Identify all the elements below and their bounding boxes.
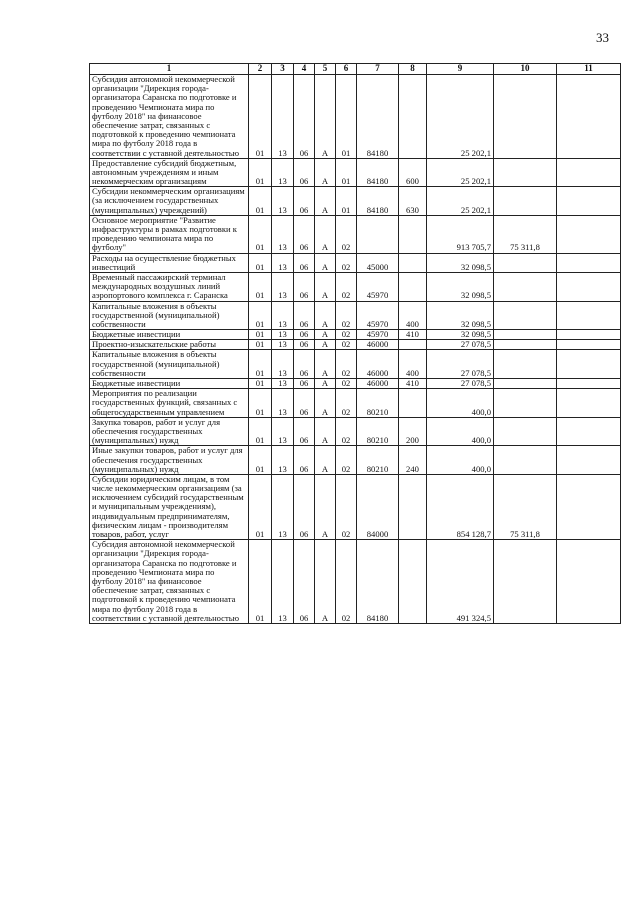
row-value-cell: 06 bbox=[294, 350, 315, 379]
row-value-cell: 13 bbox=[272, 389, 294, 418]
row-name-cell: Закупка товаров, работ и услуг для обеспечения государственных (муниципальных) нужд bbox=[90, 417, 249, 446]
row-value-cell: 491 324,5 bbox=[427, 540, 494, 624]
row-value-cell: 02 bbox=[336, 474, 357, 539]
row-value-cell: 32 098,5 bbox=[427, 253, 494, 272]
row-value-cell: А bbox=[315, 75, 336, 159]
row-value-cell: 84180 bbox=[357, 540, 399, 624]
row-value-cell: 25 202,1 bbox=[427, 75, 494, 159]
row-value-cell: 06 bbox=[294, 75, 315, 159]
row-value-cell bbox=[557, 474, 621, 539]
table-row bbox=[90, 75, 621, 159]
row-value-cell bbox=[557, 75, 621, 159]
row-value-cell: 02 bbox=[336, 446, 357, 475]
row-value-cell: 06 bbox=[294, 253, 315, 272]
row-value-cell: 400,0 bbox=[427, 389, 494, 418]
row-value-cell: 32 098,5 bbox=[427, 330, 494, 340]
row-value-cell: 84000 bbox=[357, 474, 399, 539]
row-value-cell bbox=[494, 253, 557, 272]
row-value-cell: А bbox=[315, 540, 336, 624]
row-value-cell: 13 bbox=[272, 75, 294, 159]
row-value-cell: 25 202,1 bbox=[427, 187, 494, 216]
row-value-cell: А bbox=[315, 187, 336, 216]
row-value-cell: 06 bbox=[294, 187, 315, 216]
table-row bbox=[90, 340, 621, 350]
row-value-cell bbox=[399, 253, 427, 272]
row-value-cell bbox=[557, 158, 621, 187]
row-value-cell bbox=[557, 253, 621, 272]
row-value-cell: А bbox=[315, 215, 336, 253]
row-value-cell: А bbox=[315, 340, 336, 350]
row-value-cell bbox=[399, 474, 427, 539]
row-value-cell: 01 bbox=[249, 417, 272, 446]
row-value-cell: 02 bbox=[336, 215, 357, 253]
row-value-cell: 13 bbox=[272, 158, 294, 187]
row-value-cell: 02 bbox=[336, 389, 357, 418]
row-value-cell: 01 bbox=[336, 158, 357, 187]
row-value-cell: 400 bbox=[399, 301, 427, 330]
table-row bbox=[90, 350, 621, 379]
row-value-cell: 06 bbox=[294, 330, 315, 340]
row-value-cell: 01 bbox=[249, 75, 272, 159]
row-value-cell: 01 bbox=[249, 540, 272, 624]
row-value-cell: 02 bbox=[336, 330, 357, 340]
row-value-cell: 06 bbox=[294, 340, 315, 350]
row-value-cell bbox=[557, 446, 621, 475]
row-value-cell bbox=[557, 350, 621, 379]
row-value-cell: 02 bbox=[336, 253, 357, 272]
row-value-cell: 410 bbox=[399, 330, 427, 340]
row-value-cell: 06 bbox=[294, 540, 315, 624]
row-name-cell: Субсидии некоммерческим организациям (за исключением государственных (муниципальных) учреждений) bbox=[90, 187, 249, 216]
row-value-cell: 13 bbox=[272, 215, 294, 253]
row-name-cell: Основное мероприятие "Развитие инфраструктуры в рамках подготовки к проведению чемпионата мира по футболу" bbox=[90, 215, 249, 253]
row-value-cell: 75 311,8 bbox=[494, 474, 557, 539]
table-row bbox=[90, 379, 621, 389]
row-value-cell bbox=[494, 301, 557, 330]
row-value-cell bbox=[494, 417, 557, 446]
row-value-cell: 45970 bbox=[357, 301, 399, 330]
table-row bbox=[90, 253, 621, 272]
row-value-cell: 02 bbox=[336, 417, 357, 446]
row-value-cell bbox=[557, 340, 621, 350]
row-value-cell: 01 bbox=[249, 389, 272, 418]
row-value-cell bbox=[494, 389, 557, 418]
row-value-cell: 80210 bbox=[357, 446, 399, 475]
row-name-cell: Мероприятия по реализации государственных функций, связанных с общегосударственным управлением bbox=[90, 389, 249, 418]
row-value-cell: 01 bbox=[249, 215, 272, 253]
row-value-cell: 913 705,7 bbox=[427, 215, 494, 253]
row-value-cell: 01 bbox=[249, 253, 272, 272]
row-value-cell: 27 078,5 bbox=[427, 379, 494, 389]
row-value-cell: А bbox=[315, 389, 336, 418]
row-value-cell: 13 bbox=[272, 187, 294, 216]
row-value-cell: А bbox=[315, 350, 336, 379]
row-value-cell bbox=[399, 340, 427, 350]
row-value-cell: 02 bbox=[336, 379, 357, 389]
table-row bbox=[90, 540, 621, 624]
row-value-cell: 06 bbox=[294, 215, 315, 253]
column-header: 1 bbox=[90, 64, 249, 75]
row-value-cell: 600 bbox=[399, 158, 427, 187]
row-value-cell: 01 bbox=[249, 446, 272, 475]
column-header: 2 bbox=[249, 64, 272, 75]
column-header: 7 bbox=[357, 64, 399, 75]
row-value-cell bbox=[357, 215, 399, 253]
column-header: 5 bbox=[315, 64, 336, 75]
row-value-cell: А bbox=[315, 446, 336, 475]
row-value-cell: 84180 bbox=[357, 158, 399, 187]
row-value-cell: 06 bbox=[294, 272, 315, 301]
row-value-cell: 27 078,5 bbox=[427, 350, 494, 379]
row-value-cell: 06 bbox=[294, 417, 315, 446]
row-value-cell: 27 078,5 bbox=[427, 340, 494, 350]
row-name-cell: Расходы на осуществление бюджетных инвестиций bbox=[90, 253, 249, 272]
row-value-cell bbox=[557, 389, 621, 418]
table-header-row bbox=[90, 64, 621, 75]
row-value-cell bbox=[494, 379, 557, 389]
row-value-cell: 06 bbox=[294, 158, 315, 187]
row-value-cell bbox=[494, 330, 557, 340]
row-value-cell bbox=[399, 215, 427, 253]
row-value-cell: А bbox=[315, 330, 336, 340]
row-value-cell: 01 bbox=[336, 187, 357, 216]
row-value-cell: 13 bbox=[272, 301, 294, 330]
row-value-cell: 45970 bbox=[357, 330, 399, 340]
row-value-cell: 13 bbox=[272, 417, 294, 446]
row-name-cell: Предоставление субсидий бюджетным, автономным учреждениям и иным некоммерческим организациям bbox=[90, 158, 249, 187]
column-header: 10 bbox=[494, 64, 557, 75]
row-value-cell: А bbox=[315, 301, 336, 330]
row-value-cell bbox=[494, 340, 557, 350]
table-row bbox=[90, 446, 621, 475]
budget-table bbox=[89, 63, 621, 624]
table-row bbox=[90, 301, 621, 330]
row-value-cell: 84180 bbox=[357, 187, 399, 216]
row-value-cell: 02 bbox=[336, 340, 357, 350]
row-value-cell: А bbox=[315, 253, 336, 272]
row-value-cell: 46000 bbox=[357, 350, 399, 379]
row-value-cell bbox=[399, 389, 427, 418]
row-value-cell: 01 bbox=[336, 75, 357, 159]
row-value-cell: 06 bbox=[294, 446, 315, 475]
row-value-cell bbox=[494, 446, 557, 475]
table-body bbox=[90, 75, 621, 624]
row-value-cell: 80210 bbox=[357, 389, 399, 418]
column-header: 3 bbox=[272, 64, 294, 75]
row-value-cell: 02 bbox=[336, 272, 357, 301]
row-name-cell: Бюджетные инвестиции bbox=[90, 379, 249, 389]
row-value-cell: 02 bbox=[336, 301, 357, 330]
row-name-cell: Субсидии юридическим лицам, в том числе некоммерческим организациям (за исключением субсидий государственным и муниципальным учреждениям), индивидуальным предпринимателям, физическим лицам - производителям товаров, работ, услуг bbox=[90, 474, 249, 539]
row-name-cell: Иные закупки товаров, работ и услуг для обеспечения государственных (муниципальных) нужд bbox=[90, 446, 249, 475]
row-name-cell: Бюджетные инвестиции bbox=[90, 330, 249, 340]
row-value-cell bbox=[494, 540, 557, 624]
row-value-cell: 400 bbox=[399, 350, 427, 379]
row-value-cell bbox=[494, 75, 557, 159]
column-header: 8 bbox=[399, 64, 427, 75]
row-value-cell: 01 bbox=[249, 187, 272, 216]
row-value-cell: 200 bbox=[399, 417, 427, 446]
row-value-cell: 84180 bbox=[357, 75, 399, 159]
row-value-cell: 400,0 bbox=[427, 417, 494, 446]
row-value-cell: 01 bbox=[249, 379, 272, 389]
row-name-cell: Временный пассажирский терминал международных воздушных линий аэропортового комплекса г. Саранска bbox=[90, 272, 249, 301]
table-row bbox=[90, 215, 621, 253]
column-header: 6 bbox=[336, 64, 357, 75]
row-value-cell: 06 bbox=[294, 389, 315, 418]
row-value-cell: 01 bbox=[249, 474, 272, 539]
row-value-cell bbox=[557, 301, 621, 330]
row-value-cell: 630 bbox=[399, 187, 427, 216]
row-value-cell: 45970 bbox=[357, 272, 399, 301]
row-value-cell: 06 bbox=[294, 474, 315, 539]
row-value-cell bbox=[494, 350, 557, 379]
row-value-cell: А bbox=[315, 272, 336, 301]
table-row bbox=[90, 417, 621, 446]
row-value-cell bbox=[399, 75, 427, 159]
row-value-cell: 13 bbox=[272, 253, 294, 272]
row-value-cell: 13 bbox=[272, 272, 294, 301]
row-value-cell: 854 128,7 bbox=[427, 474, 494, 539]
row-value-cell: 13 bbox=[272, 540, 294, 624]
row-value-cell: 13 bbox=[272, 350, 294, 379]
row-value-cell: 01 bbox=[249, 330, 272, 340]
column-header: 11 bbox=[557, 64, 621, 75]
row-name-cell: Капитальные вложения в объекты государственной (муниципальной) собственности bbox=[90, 301, 249, 330]
row-value-cell: 01 bbox=[249, 340, 272, 350]
row-value-cell: А bbox=[315, 158, 336, 187]
row-value-cell: 400,0 bbox=[427, 446, 494, 475]
row-value-cell bbox=[557, 187, 621, 216]
row-value-cell: 01 bbox=[249, 350, 272, 379]
row-value-cell bbox=[557, 330, 621, 340]
column-header: 9 bbox=[427, 64, 494, 75]
table-row bbox=[90, 474, 621, 539]
table-row bbox=[90, 330, 621, 340]
row-value-cell: 45000 bbox=[357, 253, 399, 272]
table-row bbox=[90, 272, 621, 301]
row-value-cell: 410 bbox=[399, 379, 427, 389]
row-value-cell: 02 bbox=[336, 540, 357, 624]
row-value-cell bbox=[557, 215, 621, 253]
row-value-cell: 06 bbox=[294, 301, 315, 330]
table-row bbox=[90, 187, 621, 216]
row-value-cell: 46000 bbox=[357, 379, 399, 389]
row-value-cell: 75 311,8 bbox=[494, 215, 557, 253]
row-value-cell bbox=[494, 187, 557, 216]
row-value-cell: 06 bbox=[294, 379, 315, 389]
table-row bbox=[90, 158, 621, 187]
row-name-cell: Субсидия автономной некоммерческой организации "Дирекция города-организатора Саранска по подготовке и проведению Чемпионата мира по футболу 2018" на финансовое обеспечение затрат, связанных с подготовкой к проведению чемпионата мира по футболу 2018 года в соответствии с уставной деятельностью bbox=[90, 75, 249, 159]
page-number: 33 bbox=[596, 30, 609, 45]
row-value-cell: А bbox=[315, 417, 336, 446]
row-name-cell: Субсидия автономной некоммерческой организации "Дирекция города-организатора Саранска по подготовке и проведению Чемпионата мира по футболу 2018" на финансовое обеспечение затрат, связанных с подготовкой к проведению чемпионата мира по футболу 2018 года в соответствии с уставной деятельностью bbox=[90, 540, 249, 624]
row-name-cell: Проектно-изыскательские работы bbox=[90, 340, 249, 350]
row-value-cell: 80210 bbox=[357, 417, 399, 446]
row-value-cell: 01 bbox=[249, 301, 272, 330]
row-value-cell bbox=[557, 379, 621, 389]
row-name-cell: Капитальные вложения в объекты государственной (муниципальной) собственности bbox=[90, 350, 249, 379]
row-value-cell: 01 bbox=[249, 272, 272, 301]
column-header: 4 bbox=[294, 64, 315, 75]
row-value-cell: 13 bbox=[272, 474, 294, 539]
row-value-cell: 02 bbox=[336, 350, 357, 379]
row-value-cell: 01 bbox=[249, 158, 272, 187]
row-value-cell: 13 bbox=[272, 330, 294, 340]
row-value-cell bbox=[494, 272, 557, 301]
row-value-cell: 32 098,5 bbox=[427, 272, 494, 301]
row-value-cell bbox=[399, 272, 427, 301]
row-value-cell: А bbox=[315, 379, 336, 389]
row-value-cell bbox=[557, 417, 621, 446]
row-value-cell: 13 bbox=[272, 340, 294, 350]
row-value-cell: А bbox=[315, 474, 336, 539]
row-value-cell: 32 098,5 bbox=[427, 301, 494, 330]
row-value-cell bbox=[494, 158, 557, 187]
row-value-cell: 240 bbox=[399, 446, 427, 475]
row-value-cell bbox=[557, 540, 621, 624]
row-value-cell: 13 bbox=[272, 379, 294, 389]
row-value-cell: 46000 bbox=[357, 340, 399, 350]
row-value-cell: 25 202,1 bbox=[427, 158, 494, 187]
row-value-cell bbox=[557, 272, 621, 301]
table-row bbox=[90, 389, 621, 418]
row-value-cell bbox=[399, 540, 427, 624]
row-value-cell: 13 bbox=[272, 446, 294, 475]
